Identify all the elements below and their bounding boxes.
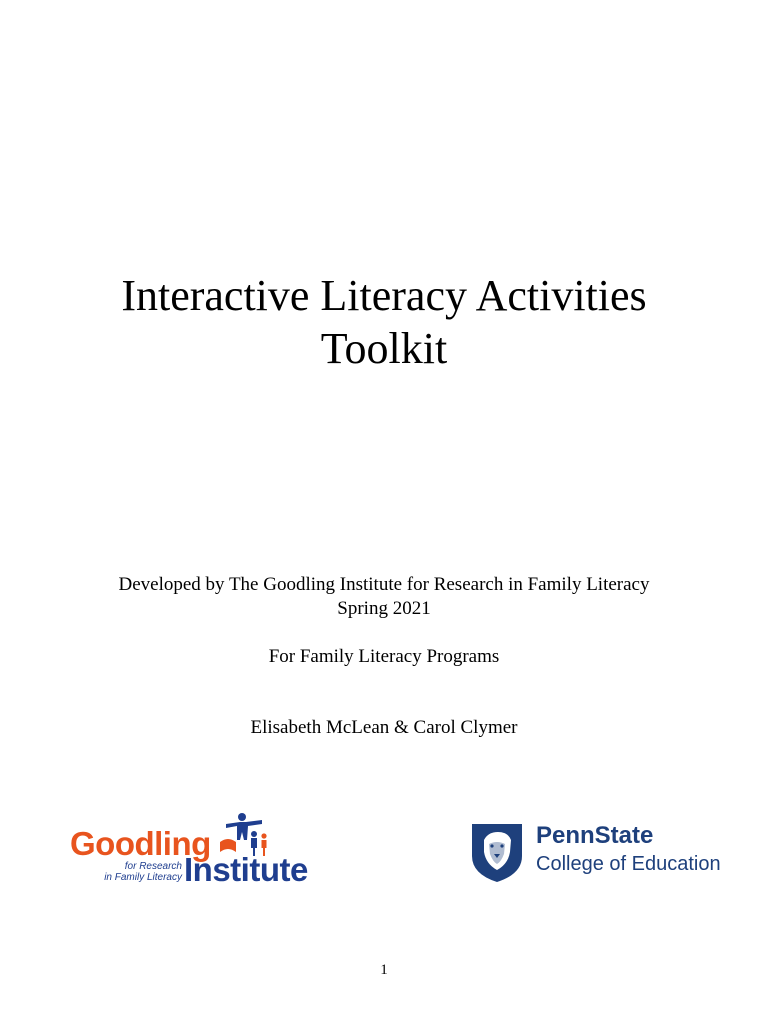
- college-of-education-label: College of Education: [536, 853, 721, 875]
- institute-wordmark: Institute: [184, 851, 308, 888]
- nittany-lion-shield-icon: [470, 822, 524, 884]
- developed-by-line: Developed by The Goodling Institute for Research in Family Literacy: [118, 574, 650, 595]
- authors-line: Elisabeth McLean & Carol Clymer: [250, 717, 518, 738]
- date-line: Spring 2021: [337, 598, 431, 619]
- goodling-tagline-2: in Family Literacy: [104, 872, 182, 883]
- goodling-wordmark: Goodling: [70, 825, 211, 862]
- family-figures-icon: [212, 812, 272, 856]
- document-title-line-2: Toolkit: [320, 324, 448, 373]
- document-title-line-1: Interactive Literacy Activities: [121, 271, 647, 320]
- pennstate-wordmark: PennState: [536, 822, 654, 849]
- pennstate-logo: [470, 822, 720, 884]
- page-number: 1: [380, 962, 388, 978]
- goodling-institute-logo: [70, 812, 336, 888]
- audience-line: For Family Literacy Programs: [268, 646, 500, 667]
- goodling-tagline-1: for Research: [124, 861, 182, 872]
